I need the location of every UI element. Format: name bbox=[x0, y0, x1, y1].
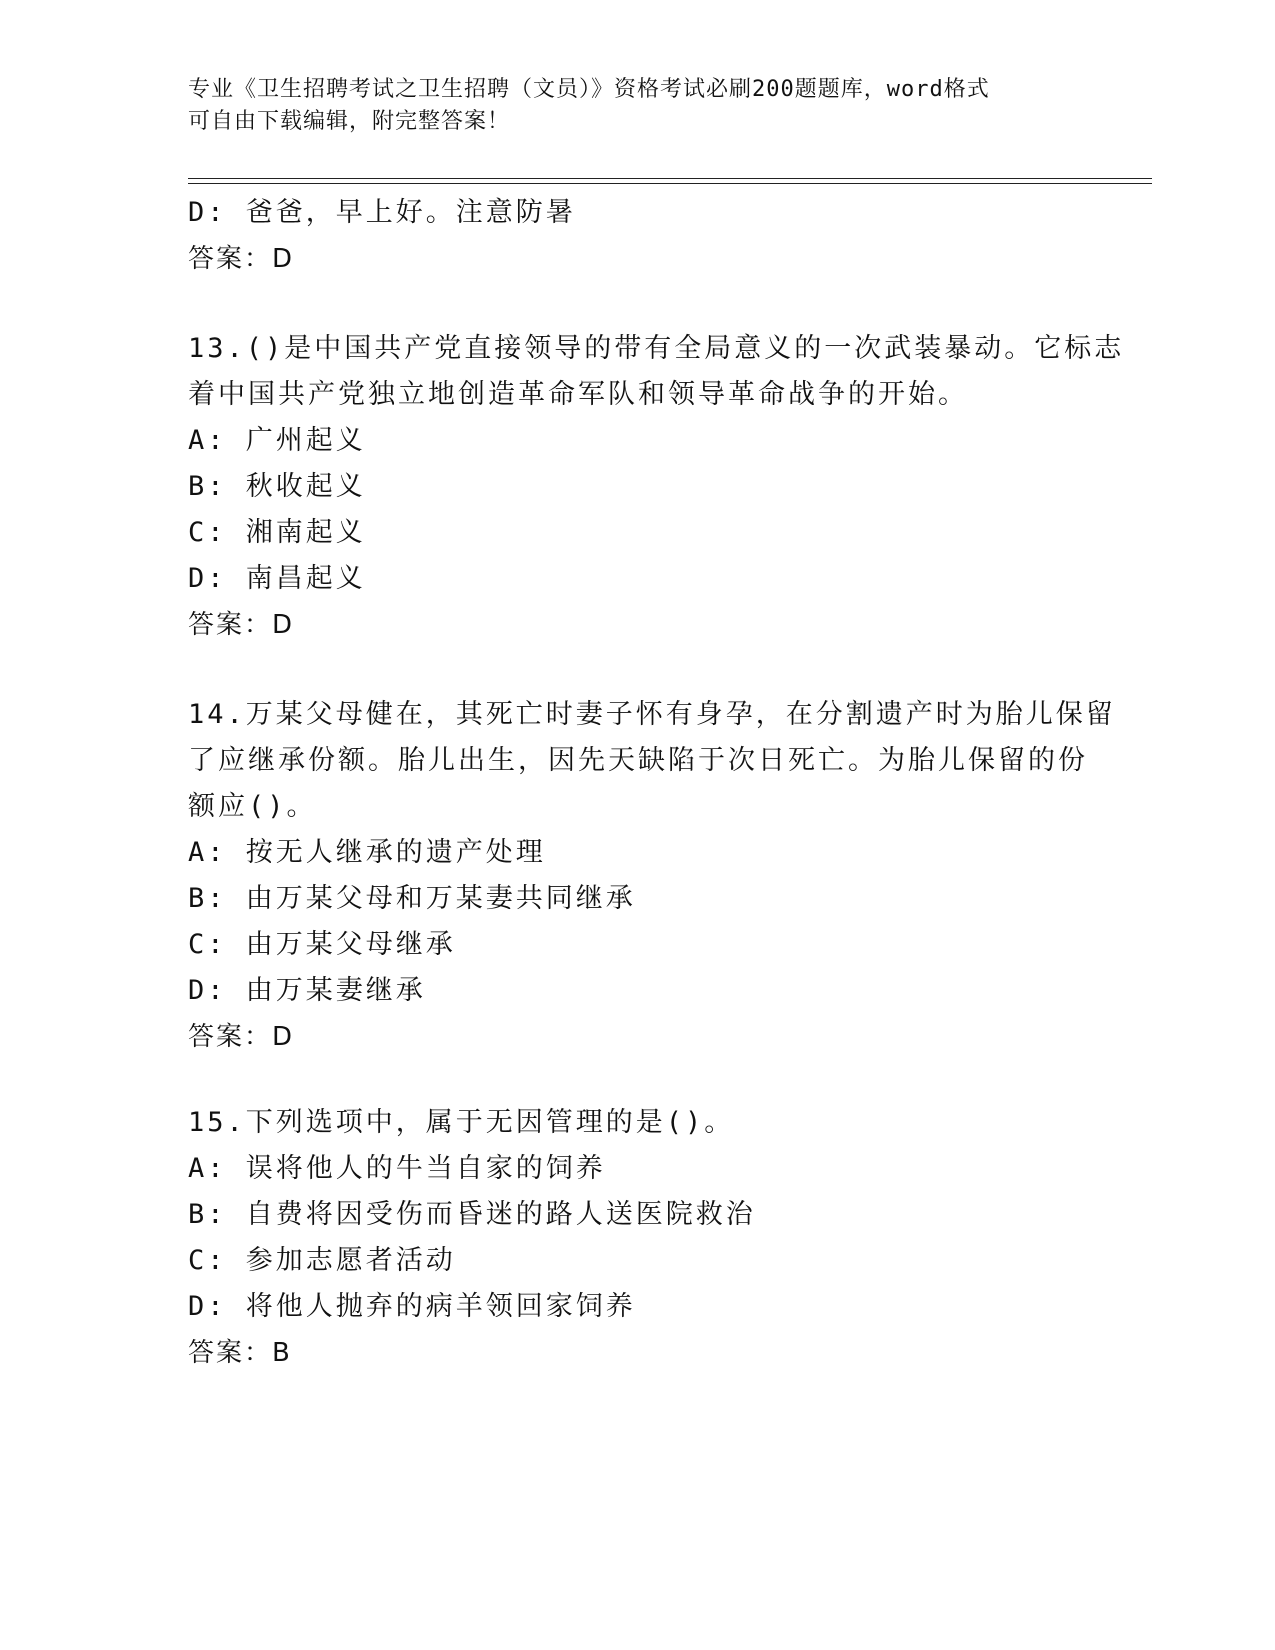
option-c: C: 湘南起义 bbox=[188, 517, 366, 548]
answer-line: 答案：B bbox=[188, 1338, 292, 1368]
option-d: D: 将他人抛弃的病羊领回家饲养 bbox=[188, 1291, 636, 1322]
option-a: A: 广州起义 bbox=[188, 425, 366, 456]
option-a: A: 误将他人的牛当自家的饲养 bbox=[188, 1153, 606, 1184]
option-b: B: 自费将因受伤而昏迷的路人送医院救治 bbox=[188, 1199, 756, 1230]
header-divider-top bbox=[188, 178, 1152, 179]
spacer bbox=[188, 1060, 1088, 1100]
question-list bbox=[188, 190, 1125, 1376]
header-title-line-2: 可自由下载编辑，附完整答案！ bbox=[188, 109, 511, 134]
spacer bbox=[188, 648, 1088, 692]
option-d: D: 南昌起义 bbox=[188, 563, 366, 594]
question-stem-line: 13.()是中国共产党直接领导的带有全局意义的一次武装暴动。它标志 bbox=[188, 333, 1125, 364]
answer-line: 答案：D bbox=[188, 244, 295, 274]
question-15 bbox=[188, 1100, 1088, 1376]
answer-line: 答案：D bbox=[188, 610, 295, 640]
option-d: D: 爸爸，早上好。注意防暑 bbox=[188, 197, 576, 228]
question-stem-line: 15.下列选项中，属于无因管理的是()。 bbox=[188, 1107, 735, 1138]
question-13 bbox=[188, 326, 1125, 648]
question-stem-line: 14.万某父母健在，其死亡时妻子怀有身孕，在分割遗产时为胎儿保留 bbox=[188, 699, 1116, 730]
option-c: C: 由万某父母继承 bbox=[188, 929, 456, 960]
option-b: B: 由万某父母和万某妻共同继承 bbox=[188, 883, 636, 914]
question-stem-line: 额应()。 bbox=[188, 791, 317, 822]
option-d: D: 由万某妻继承 bbox=[188, 975, 426, 1006]
answer-line: 答案：D bbox=[188, 1022, 295, 1052]
question-stem-line: 了应继承份额。胎儿出生，因先天缺陷于次日死亡。为胎儿保留的份 bbox=[188, 745, 1088, 776]
option-c: C: 参加志愿者活动 bbox=[188, 1245, 456, 1276]
header-title-line-1: 专业《卫生招聘考试之卫生招聘（文员）》资格考试必刷200题题库，word格式 bbox=[188, 77, 990, 102]
option-b: B: 秋收起义 bbox=[188, 471, 366, 502]
document-header bbox=[188, 74, 1068, 138]
header-divider-bottom bbox=[188, 183, 1152, 184]
option-a: A: 按无人继承的遗产处理 bbox=[188, 837, 546, 868]
spacer bbox=[188, 282, 1088, 326]
question-stem-line: 着中国共产党独立地创造革命军队和领导革命战争的开始。 bbox=[188, 379, 968, 410]
previous-question-tail bbox=[188, 190, 1088, 282]
question-14 bbox=[188, 692, 1116, 1060]
